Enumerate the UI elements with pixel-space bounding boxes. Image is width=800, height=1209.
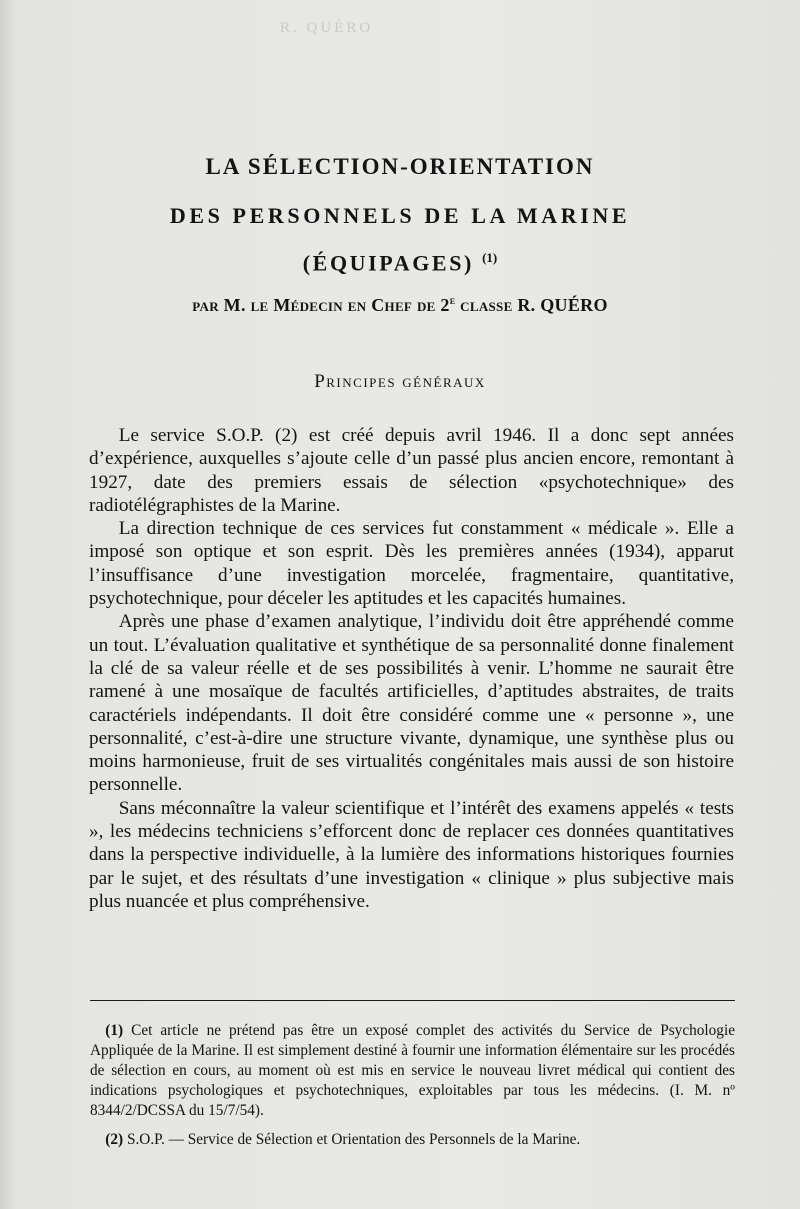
article-body	[89, 424, 734, 913]
article-title-line-3	[0, 250, 800, 276]
article-title-line-2: DES PERSONNELS DE LA MARINE	[169, 203, 631, 228]
byline-suffix: classe R. QUÉRO	[455, 295, 608, 315]
author-byline	[0, 295, 800, 316]
article-title-line-1: LA SÉLECTION-ORIENTATION	[205, 154, 595, 179]
body-paragraph: La direction technique de ces services fut constamment « médicale ». Elle a imposé son optique et son esprit. Dès les premières années (1934), apparut l’insuffisance d’une investigation morcelée, fragmentaire, quantitative, psychotechnique, pour déceler les aptitudes et les capacités humaines.	[89, 518, 734, 610]
footnote-marker: (2)	[105, 1131, 124, 1148]
title-footnote-ref: (1)	[482, 250, 498, 265]
footnote-2	[90, 1130, 735, 1150]
footnote-divider	[90, 1000, 735, 1001]
body-paragraph: Le service S.O.P. (2) est créé depuis avril 1946. Il a donc sept années d’expérience, auxquelles s’ajoute celle d’un passé plus ancien encore, remontant à 1927, date des premiers essais de sélection «psychotechnique» des radiotélégraphistes de la Marine.	[89, 425, 734, 516]
footnote-text: S.O.P. — Service de Sélection et Orientation des Personnels de la Marine.	[123, 1131, 581, 1148]
body-paragraph: Sans méconnaître la valeur scientifique et l’intérêt des examens appelés « tests », les médecins techniciens s’efforcent donc de replacer ces données quantitatives dans la perspective individuelle, à la lumière des informations historiques fournies par le sujet, et des résultats d’une investigation « clinique » plus subjective mais plus nuancée et plus compréhensive.	[89, 797, 734, 912]
article-subtitle: (ÉQUIPAGES)	[302, 250, 474, 276]
byline-prefix: par M. le Médecin en Chef de 2	[192, 295, 450, 315]
bleed-through-text: R. QUÉRO	[280, 20, 374, 36]
footnotes	[90, 1021, 735, 1159]
footnote-text: Cet article ne prétend pas être un exposé complet des activités du Service de Psychologie Appliquée de la Marine. Il est simplement destiné à fournir une information élémentaire sur les procédés de sélection en cours, au moment où est mis en service le nouveau livret médical qui contient des indications psychologiques et psychotechniques, exploitables par tous les médecins. (I. M. nº 8344/2/DCSSA du 15/7/54).	[90, 1022, 735, 1119]
byline-ordinal: e	[449, 295, 456, 307]
footnote-1	[90, 1021, 735, 1121]
body-paragraph: Après une phase d’examen analytique, l’individu doit être appréhendé comme un tout. L’évaluation qualitative et synthétique de sa personnalité donne finalement la clé de sa valeur réelle et de ses possibilités à venir. L’homme ne saurait être ramené à une mosaïque de facultés artificielles, d’aptitudes abstraites, de traits caractériels indépendants. Il doit être considéré comme une « personne », une personnalité, c’est-à-dire une structure vivante, dynamique, une synthèse plus ou moins harmonieuse, fruit de ses virtualités congénitales mais aussi de son histoire personnelle.	[89, 611, 734, 796]
section-heading: Principes généraux	[314, 371, 486, 392]
footnote-marker: (1)	[105, 1022, 124, 1039]
